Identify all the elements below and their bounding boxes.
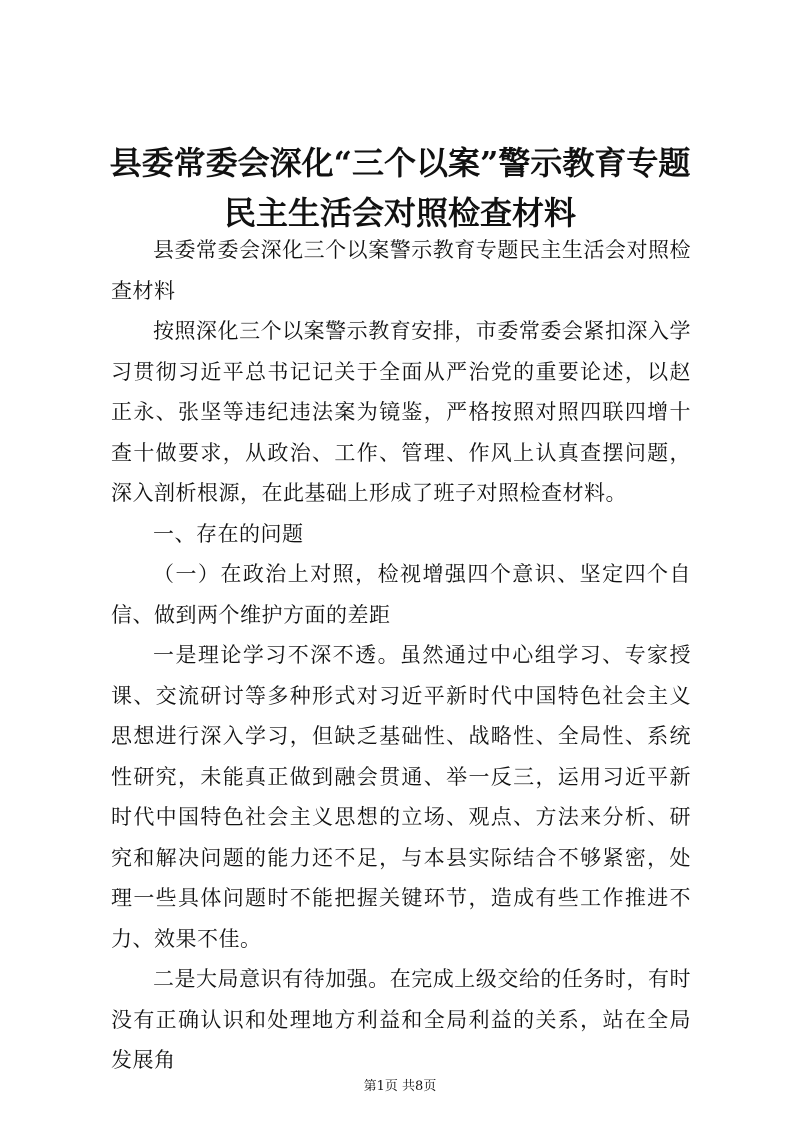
paragraph-intro: 按照深化三个以案警示教育安排，市委常委会紧扣深入学习贯彻习近平总书记记关于全面从严治党的重要论述，以赵正永、张坚等违纪违法案为镜鉴，严格按照对照四联四增十查十做要求，从政治、工作、管理、作风上认真查摆问题，深入剖析根源，在此基础上形成了班子对照检查材料。	[111, 319, 691, 505]
subsection-heading: （一）在政治上对照，检视增强四个意识、坚定四个自信、做到两个维护方面的差距	[111, 562, 691, 627]
document-title: 县委常委会深化“三个以案”警示教育专题民主生活会对照检查材料	[109, 144, 691, 232]
paragraph-subtitle: 县委常委会深化三个以案警示教育专题民主生活会对照检查材料	[111, 238, 691, 303]
paragraph-point-one: 一是理论学习不深不透。虽然通过中心组学习、专家授课、交流研讨等多种形式对习近平新时代中国特色社会主义思想进行深入学习，但缺乏基础性、战略性、全局性、系统性研究，未能真正做到融会贯通、举一反三，运用习近平新时代中国特色社会主义思想的立场、观点、方法来分析、研究和解决问题的能力还不足，与本县实际结合不够紧密，处理一些具体问题时不能把握关键环节，造成有些工作推进不力、效果不佳。	[111, 643, 691, 951]
document-body	[111, 230, 691, 1081]
paragraph-point-two: 二是大局意识有待加强。在完成上级交给的任务时，有时没有正确认识和处理地方利益和全局利益的关系，站在全局发展角	[111, 967, 691, 1072]
section-heading: 一、存在的问题	[153, 521, 304, 546]
page-footer: 第1页 共8页	[363, 1079, 437, 1094]
